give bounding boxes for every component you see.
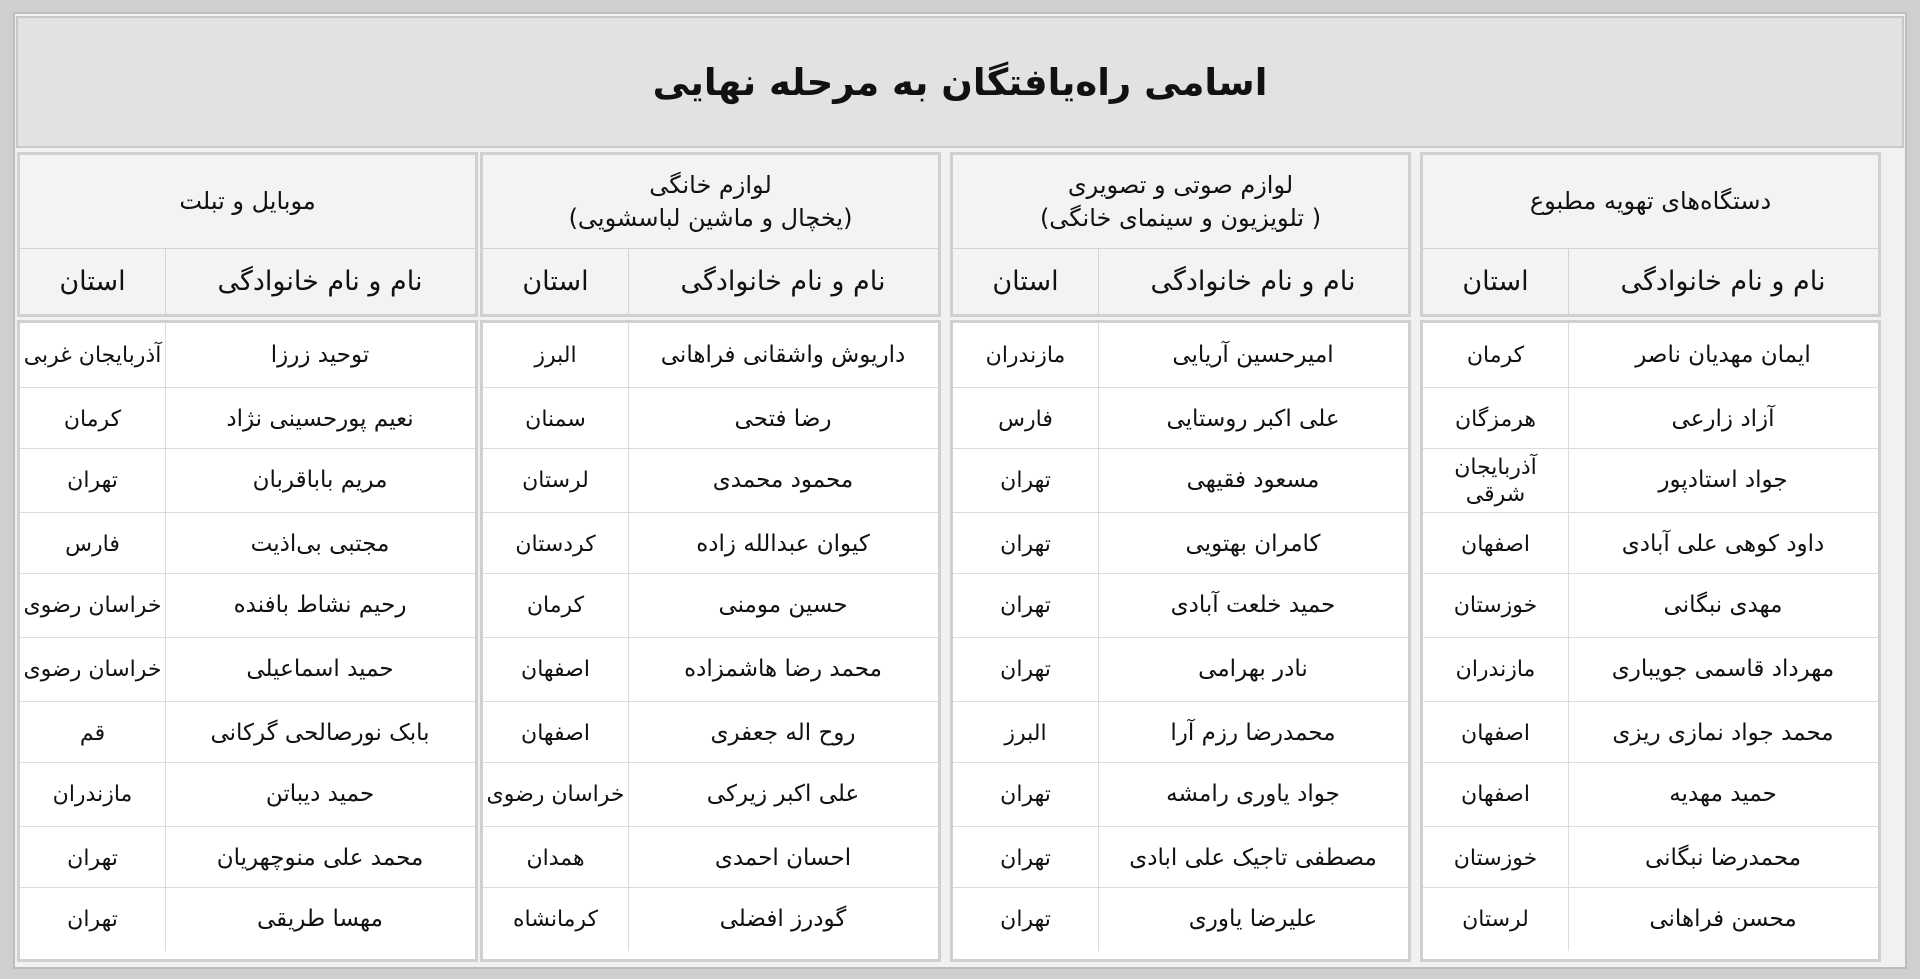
winner-name: علی اکبر روستایی: [1166, 406, 1340, 432]
table-row: [483, 448, 938, 512]
winners-table: [17, 320, 478, 962]
table-row: [1423, 887, 1878, 951]
table-row: [953, 637, 1408, 701]
winner-name: روح اله جعفری: [710, 720, 856, 746]
winner-name: مجتبی بی‌اذیت: [250, 531, 390, 557]
winner-province: البرز: [483, 323, 629, 387]
winner-province: خراسان رضوی: [483, 763, 629, 826]
winner-province: تهران: [953, 574, 1099, 637]
winner-province: کرمان: [483, 574, 629, 637]
page-title: اسامی راه‌یافتگان به مرحله نهایی: [652, 60, 1268, 104]
province-column-header: استان: [20, 249, 166, 314]
table-row: [20, 323, 475, 387]
winner-province: قم: [20, 702, 166, 765]
winner-name: حسین مومنی: [718, 592, 848, 618]
winner-name: مهسا طریقی: [257, 906, 383, 932]
category-title: لوازم صوتی و تصویری ( تلویزیون و سینمای خانگی): [953, 155, 1408, 249]
table-row: [1423, 701, 1878, 765]
winner-province: کرمانشاه: [483, 888, 629, 951]
winner-province: اصفهان: [1423, 763, 1569, 826]
column-headers: [1423, 249, 1878, 314]
winner-name: محمد رضا هاشمزاده: [684, 656, 882, 682]
winner-province: کردستان: [483, 513, 629, 576]
name-column-header: نام و نام خانوادگی: [1150, 266, 1356, 297]
category-header: [17, 152, 478, 317]
table-row: [953, 826, 1408, 890]
winner-name: علی اکبر زیرکی: [706, 781, 860, 807]
table-row: [20, 637, 475, 701]
winner-province: خراسان رضوی: [20, 574, 166, 637]
table-row: [483, 637, 938, 701]
table-row: [20, 826, 475, 890]
table-row: [953, 512, 1408, 576]
province-column-header: استان: [483, 249, 629, 314]
table-row: [953, 387, 1408, 451]
winner-province: مازندران: [20, 763, 166, 826]
table-row: [483, 323, 938, 387]
winner-name: محمدرضا رزم آرا: [1170, 720, 1336, 746]
winner-province: لرستان: [483, 449, 629, 512]
category-title: موبایل و تبلت: [20, 155, 475, 249]
winner-name: مصطفی تاجیک علی ابادی: [1129, 845, 1377, 871]
winner-province: تهران: [953, 449, 1099, 512]
table-row: [953, 448, 1408, 512]
winner-province: آذربایجان شرقی: [1423, 449, 1569, 512]
winner-province: آذربایجان غربی: [20, 323, 166, 387]
winner-province: هرمزگان: [1423, 388, 1569, 451]
winner-name: محمود محمدی: [712, 467, 854, 493]
winner-name: حمید خلعت آبادی: [1170, 592, 1336, 618]
winner-province: فارس: [20, 513, 166, 576]
category-header: [480, 152, 941, 317]
table-row: [20, 762, 475, 826]
winner-name: مهدی نبگانی: [1663, 592, 1783, 618]
winner-name: داریوش واشقانی فراهانی: [660, 341, 906, 368]
winners-table: [950, 320, 1411, 962]
column-headers: [20, 249, 475, 314]
table-row: [20, 387, 475, 451]
winner-province: تهران: [20, 827, 166, 890]
winner-province: تهران: [953, 888, 1099, 951]
table-row: [20, 448, 475, 512]
column-headers: [483, 249, 938, 314]
winner-name: توحید زرزا: [270, 341, 370, 368]
winner-name: جواد استادپور: [1658, 467, 1788, 493]
table-row: [483, 701, 938, 765]
table-row: [483, 573, 938, 637]
table-row: [20, 701, 475, 765]
province-column-header: استان: [953, 249, 1099, 314]
table-row: [953, 762, 1408, 826]
winner-name: نعیم پورحسینی نژاد: [226, 406, 414, 432]
table-row: [20, 887, 475, 951]
table-row: [1423, 826, 1878, 890]
table-row: [483, 512, 938, 576]
winner-province: سمنان: [483, 388, 629, 451]
winner-province: کرمان: [1423, 323, 1569, 387]
winner-name: محسن فراهانی: [1649, 906, 1797, 932]
winners-table: [1420, 320, 1881, 962]
winner-name: علیرضا یاوری: [1188, 906, 1318, 932]
winner-name: کامران بهتویی: [1185, 531, 1321, 557]
winner-province: اصفهان: [483, 638, 629, 701]
table-row: [1423, 448, 1878, 512]
table-row: [1423, 512, 1878, 576]
table-row: [1423, 387, 1878, 451]
category-header: [1420, 152, 1881, 317]
column-headers: [953, 249, 1408, 314]
winner-province: مازندران: [953, 323, 1099, 387]
winners-table: [480, 320, 941, 962]
table-row: [1423, 323, 1878, 387]
winner-name: احسان احمدی: [714, 845, 852, 871]
winner-province: خوزستان: [1423, 574, 1569, 637]
table-row: [953, 701, 1408, 765]
table-row: [20, 512, 475, 576]
winner-province: تهران: [953, 827, 1099, 890]
winner-province: مازندران: [1423, 638, 1569, 701]
table-row: [1423, 637, 1878, 701]
winner-name: حمید مهدیه: [1669, 781, 1777, 807]
table-row: [483, 762, 938, 826]
winner-province: البرز: [953, 702, 1099, 765]
winner-name: بابک نورصالحی گرکانی: [210, 720, 430, 746]
winner-name: نادر بهرامی: [1198, 656, 1308, 682]
name-column-header: نام و نام خانوادگی: [1620, 266, 1826, 297]
winner-province: خوزستان: [1423, 827, 1569, 890]
table-row: [20, 573, 475, 637]
winner-name: حمید دیباتن: [265, 781, 375, 807]
winner-name: محمد جواد نمازی ریزی: [1612, 720, 1834, 746]
winner-name: ایمان مهدیان ناصر: [1635, 341, 1811, 368]
name-column-header: نام و نام خانوادگی: [680, 266, 886, 297]
winner-name: محمدرضا نبگانی: [1644, 845, 1802, 871]
category-title: لوازم خانگی (یخچال و ماشین لباسشویی): [483, 155, 938, 249]
title-banner: [16, 16, 1904, 148]
table-row: [483, 887, 938, 951]
winner-name: جواد یاوری رامشه: [1166, 781, 1340, 807]
category-column: [950, 152, 1411, 962]
table-row: [953, 573, 1408, 637]
table-row: [483, 826, 938, 890]
winner-province: تهران: [20, 449, 166, 512]
winner-name: داود کوهی علی آبادی: [1621, 531, 1825, 557]
winner-province: تهران: [953, 763, 1099, 826]
table-row: [483, 387, 938, 451]
category-column: [480, 152, 941, 962]
category-column: [17, 152, 478, 962]
category-title: دستگاه‌های تهویه مطبوع: [1423, 155, 1878, 249]
name-column-header: نام و نام خانوادگی: [217, 266, 423, 297]
winner-name: رضا فتحی: [734, 406, 832, 432]
winner-name: کیوان عبدالله زاده: [696, 531, 870, 557]
winner-province: تهران: [20, 888, 166, 951]
table-row: [953, 887, 1408, 951]
winner-name: حمید اسماعیلی: [246, 656, 394, 682]
category-header: [950, 152, 1411, 317]
winner-name: محمد علی منوچهریان: [216, 845, 424, 871]
winner-province: اصفهان: [483, 702, 629, 765]
winner-province: اصفهان: [1423, 513, 1569, 576]
winner-province: همدان: [483, 827, 629, 890]
winner-province: اصفهان: [1423, 702, 1569, 765]
winner-name: گودرز افضلی: [719, 906, 847, 932]
winner-name: مسعود فقیهی: [1186, 467, 1320, 493]
table-row: [953, 323, 1408, 387]
winner-province: لرستان: [1423, 888, 1569, 951]
winner-name: امیرحسین آریایی: [1172, 341, 1334, 368]
province-column-header: استان: [1423, 249, 1569, 314]
table-row: [1423, 573, 1878, 637]
winner-province: کرمان: [20, 388, 166, 451]
winner-name: آزاد زارعی: [1671, 406, 1775, 432]
winner-province: خراسان رضوی: [20, 638, 166, 701]
winner-name: مریم باباقربان: [252, 467, 388, 493]
table-row: [1423, 762, 1878, 826]
winner-province: تهران: [953, 638, 1099, 701]
category-column: [1420, 152, 1881, 962]
winner-name: مهرداد قاسمی جویباری: [1611, 656, 1835, 682]
winner-name: رحیم نشاط بافنده: [233, 592, 407, 618]
winner-province: فارس: [953, 388, 1099, 451]
winner-province: تهران: [953, 513, 1099, 576]
